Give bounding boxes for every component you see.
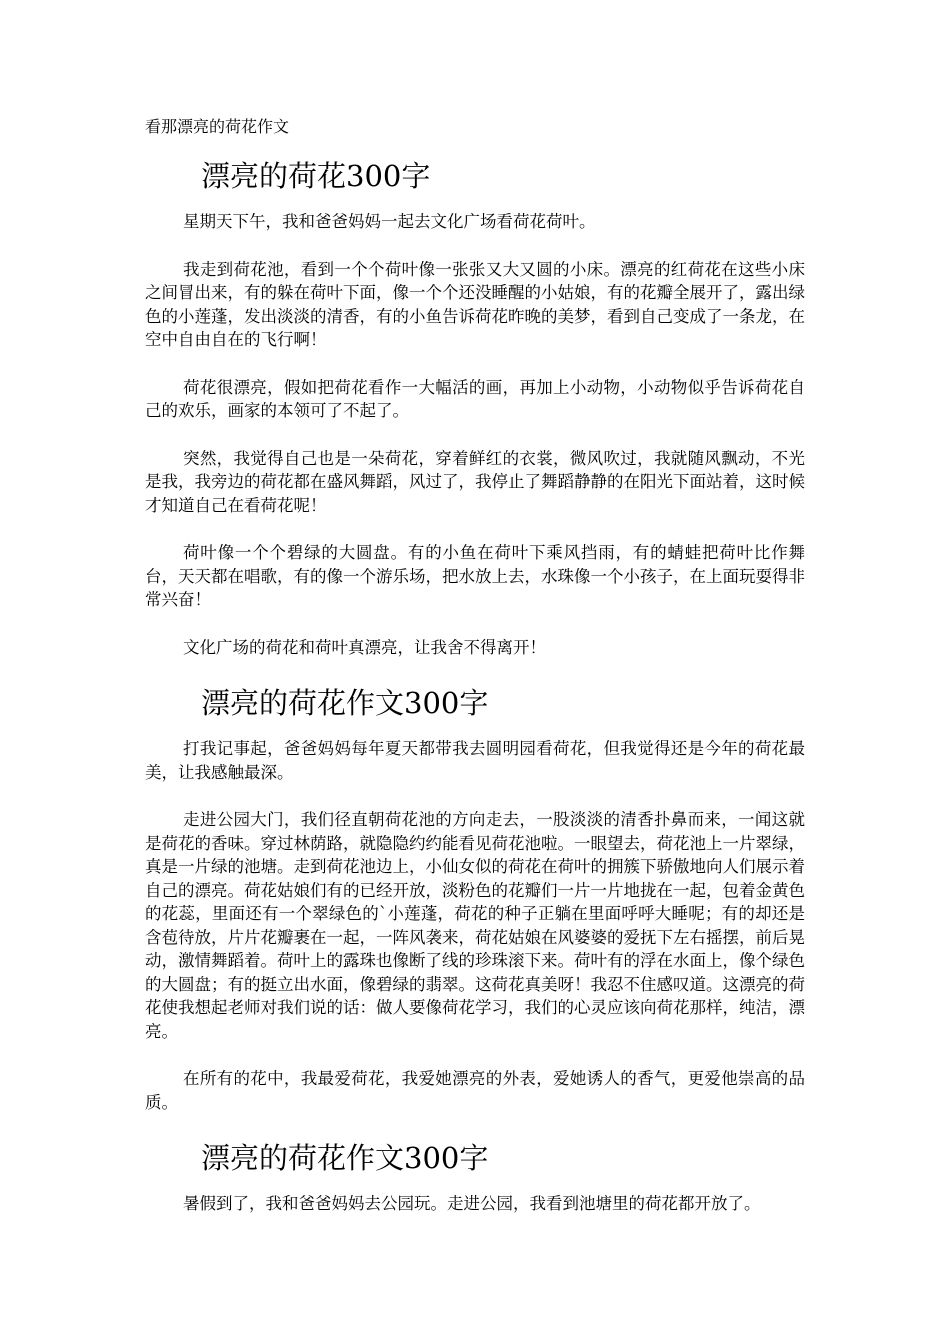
paragraph: 文化广场的荷花和荷叶真漂亮，让我舍不得离开！ <box>183 637 546 657</box>
paragraph: 我走到荷花池，看到一个个荷叶像一张张又大又圆的小床。漂亮的红荷花在这些小床之间冒出来，有的躲在荷叶下面，像一个个还没睡醒的小姑娘，有的花瓣全展开了，露出绿色的小莲蓬，发出淡淡的清香，有的小鱼告诉荷花昨晚的美梦，看到自己变成了一条龙，在空中自由自在的飞行啊！ <box>145 259 805 349</box>
section-heading: 漂亮的荷花作文300字 <box>201 686 489 720</box>
essay-section-1 <box>145 156 805 659</box>
paragraph: 荷花很漂亮，假如把荷花看作一大幅活的画，再加上小动物，小动物似乎告诉荷花自己的欢乐，画家的本领可了不起了。 <box>145 377 805 420</box>
paragraph: 走进公园大门，我们径直朝荷花池的方向走去，一股淡淡的清香扑鼻而来，一闻这就是荷花的香味。穿过林荫路，就隐隐约约能看见荷花池啦。一眼望去，荷花池上一片翠绿，真是一片绿的池塘。走到荷花池边上，小仙女似的荷花在荷叶的拥簇下骄傲地向人们展示着自己的漂亮。荷花姑娘们有的已经开放，淡粉色的花瓣们一片一片地拢在一起，包着金黄色的花蕊，里面还有一个翠绿色的`小莲蓬，荷花的种子正躺在里面呼呼大睡呢；有的却还是含苞待放，片片花瓣裹在一起，一阵风袭来，荷花姑娘在风婆婆的爱抚下左右摇摆，前后晃动，激情舞蹈着。荷叶上的露珠也像断了线的珍珠滚下来。荷叶有的浮在水面上，像个绿色的大圆盘；有的挺立出水面，像碧绿的翡翠。这荷花真美呀！我忍不住感叹道。这漂亮的荷花使我想起老师对我们说的话：做人要像荷花学习，我们的心灵应该向荷花那样，纯洁，漂亮。 <box>145 810 805 1041</box>
document-title: 看那漂亮的荷花作文 <box>145 117 290 136</box>
essay-section-2 <box>145 683 805 1114</box>
section-heading: 漂亮的荷花300字 <box>201 159 431 193</box>
paragraph: 暑假到了，我和爸爸妈妈去公园玩。走进公园，我看到池塘里的荷花都开放了。 <box>183 1194 761 1213</box>
paragraph: 星期天下午，我和爸爸妈妈一起去文化广场看荷花荷叶。 <box>183 212 596 231</box>
paragraph: 突然，我觉得自己也是一朵荷花，穿着鲜红的衣裳，微风吹过，我就随风飘动，不光是我，我旁边的荷花都在盛风舞蹈，风过了，我停止了舞蹈静静的在阳光下面站着，这时候才知道自己在看荷花呢！ <box>145 448 805 515</box>
paragraph: 在所有的花中，我最爱荷花，我爱她漂亮的外表，爱她诱人的香气，更爱他崇高的品质。 <box>145 1069 805 1112</box>
essay-section-3 <box>145 1138 805 1216</box>
paragraph: 荷叶像一个个碧绿的大圆盘。有的小鱼在荷叶下乘风挡雨，有的蜻蛙把荷叶比作舞台，天天都在唱歌，有的像一个游乐场，把水放上去，水珠像一个小孩子，在上面玩耍得非常兴奋！ <box>145 543 805 609</box>
paragraph: 打我记事起，爸爸妈妈每年夏天都带我去圆明园看荷花，但我觉得还是今年的荷花最美，让我感触最深。 <box>145 739 805 782</box>
section-heading: 漂亮的荷花作文300字 <box>201 1141 489 1175</box>
document-page <box>145 114 805 1240</box>
